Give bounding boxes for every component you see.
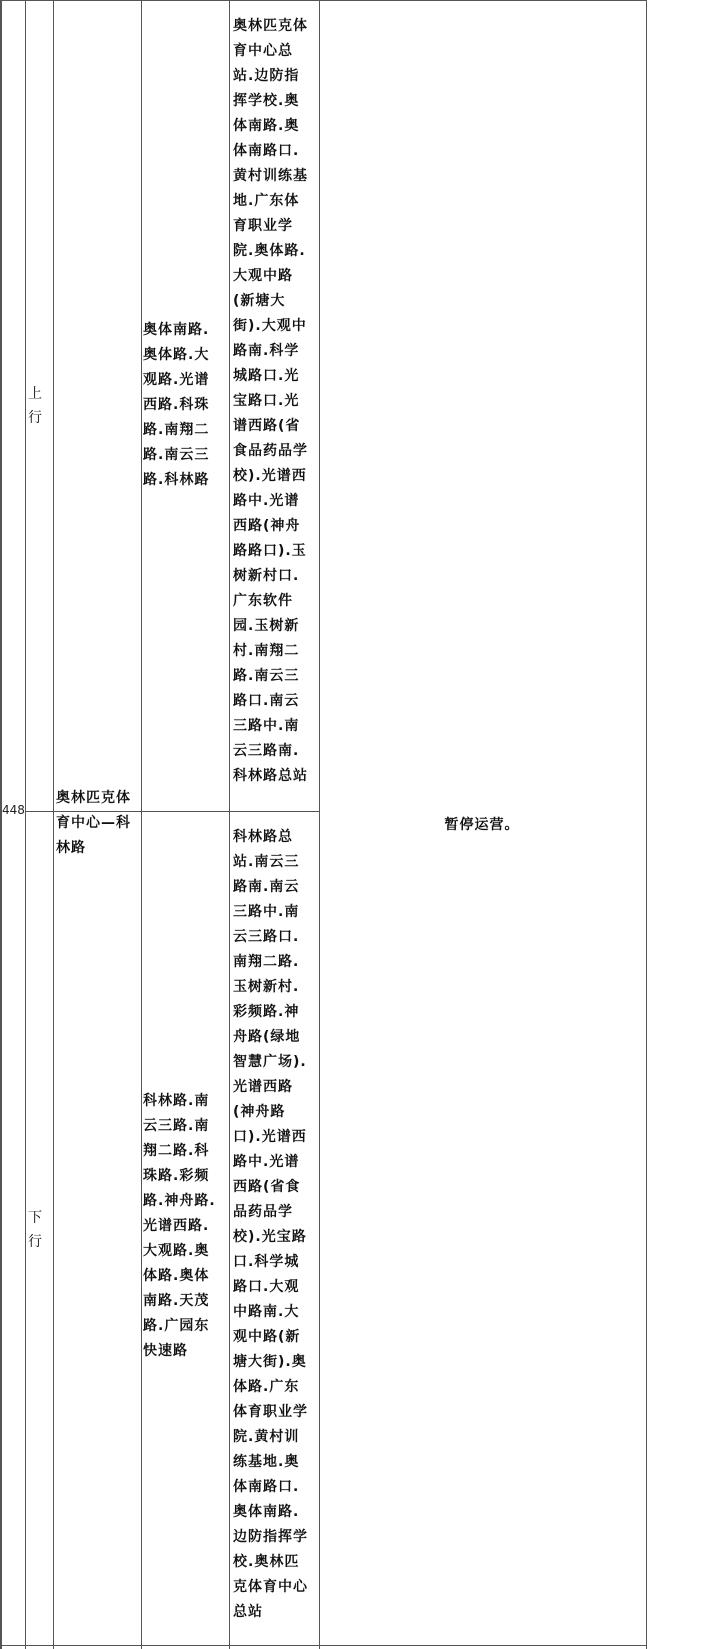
column-divider-2 [53,0,54,1649]
column-divider-1 [25,0,26,1649]
table-border-left [1,0,2,1649]
table-bottom-border [1,1645,647,1646]
upward-direction-label: 上行 [28,386,43,426]
upward-stop-list: 奥林匹克体 育中心总 站.边防指 挥学校.奥 体南路.奥 体南路口. 黄村训练基 地.广东体 育职业学 院.奥体路. 大观中路 (新塘大 街).大观中 路南.科学 城路口.光 宝路口.光 谱西路(省 食品药品学 校).光谱西 路中.光谱 西路(神舟 路路口).玉 树新村口. 广东软件 园.玉树新 村.南翔二 路.南云三 路口.南云 三路中.南 云三路南. 科林路总站 [233,18,308,784]
table-border-right [646,0,647,1649]
route-name: 奥林匹克体育中心—科林路 [56,790,131,856]
column-divider-4 [229,0,230,1649]
table-top-border [1,0,647,1]
downward-stop-list: 科林路总 站.南云三 路南.南云 三路中.南 云三路口. 南翔二路. 玉树新村. 彩频路.神 舟路(绿地 智慧广场). 光谱西路 (神舟路 口).光谱西 路中.光谱 西路(省食 品药品学 校).光宝路 口.科学城 路口.大观 中路南.大 观中路(新 塘大街).奥 体路.广东 体育职业学 院.黄村训 练基地.奥 体南路口. 奥体南路. 边防指挥学 校.奥林匹 克体育中心 总站 [233,829,308,1620]
operation-status: 暂停运营。 [444,817,520,833]
downward-road-list: 科林路.南 云三路.南 翔二路.科 珠路.彩频 路.神舟路. 光谱西路. 大观路.奥 体路.奥体 南路.天茂 路.广园东 快速路 [143,1093,216,1359]
column-divider-3 [141,0,142,1649]
upward-road-list: 奥体南路. 奥体路.大 观路.光谱 西路.科珠 路.南翔二 路.南云三 路.科林路 [143,322,210,488]
downward-direction-label: 下行 [28,1210,43,1250]
route-number: 448 [2,803,25,817]
